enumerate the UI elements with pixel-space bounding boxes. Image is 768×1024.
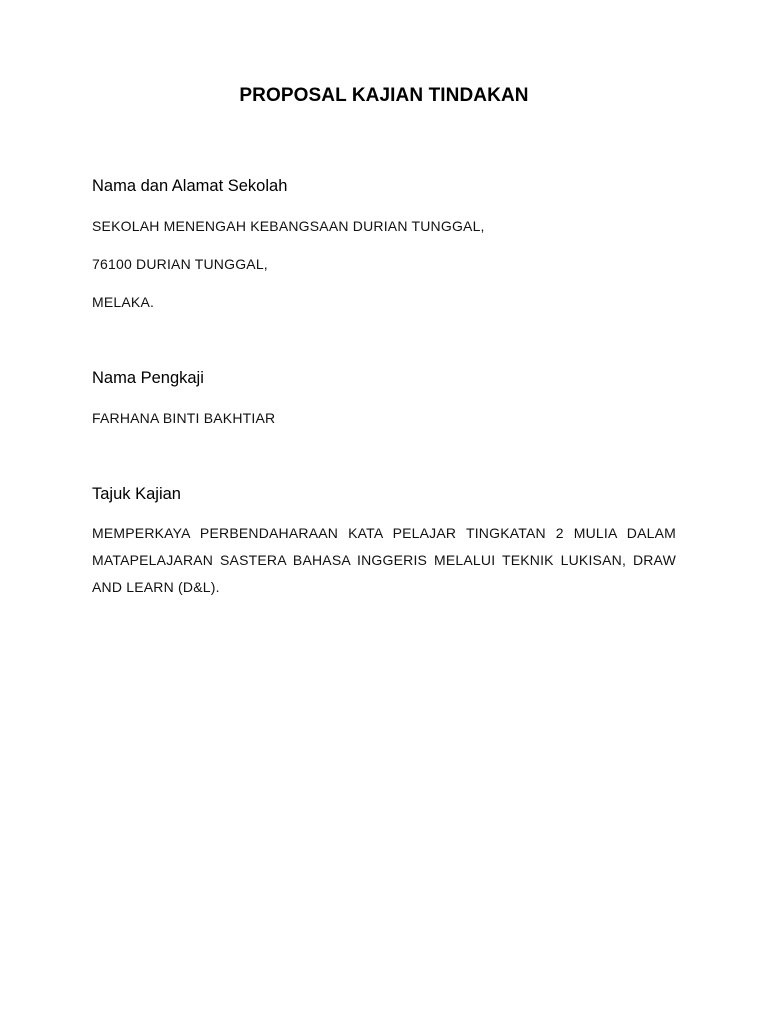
topic-heading: Tajuk Kajian [92,485,181,503]
school-heading: Nama dan Alamat Sekolah [92,177,288,195]
researcher-heading: Nama Pengkaji [92,369,204,387]
researcher-name: FARHANA BINTI BAKHTIAR [92,410,276,426]
document-title: PROPOSAL KAJIAN TINDAKAN [239,85,529,106]
school-postcode-line: 76100 DURIAN TUNGGAL, [92,256,268,272]
school-name-line: SEKOLAH MENENGAH KEBANGSAAN DURIAN TUNGGAL, [92,218,485,234]
topic-text: MEMPERKAYA PERBENDAHARAAN KATA PELAJAR TINGKATAN 2 MULIA DALAM MATAPELAJARAN SASTERA BAHASA INGGERIS MELALUI TEKNIK LUKISAN, DRAW AND LEARN (D&L). [92,525,676,595]
school-state-line: MELAKA. [92,294,155,310]
